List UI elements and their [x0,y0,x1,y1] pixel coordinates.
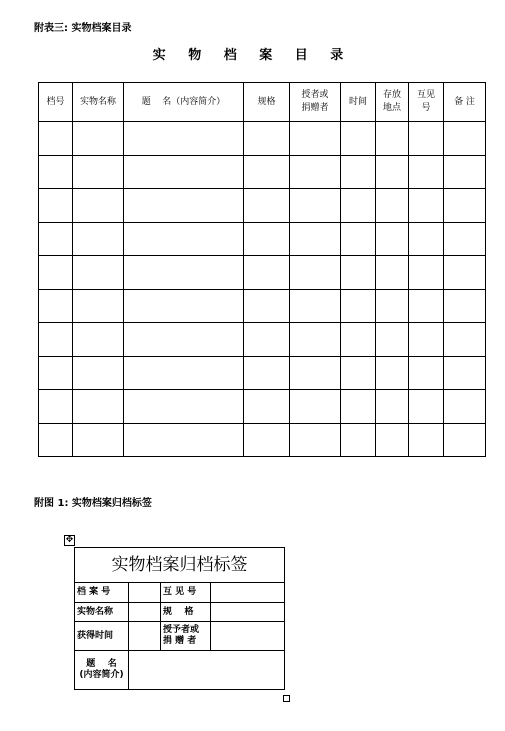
catalog-row [39,256,486,290]
catalog-cell[interactable] [409,155,444,189]
catalog-cell[interactable] [409,390,444,424]
catalog-cell[interactable] [409,423,444,457]
catalog-cell[interactable] [39,423,73,457]
header-object-name: 实物名称 [73,83,124,122]
label-title: 实物档案归档标签 [75,548,285,583]
catalog-cell[interactable] [39,189,73,223]
catalog-cell[interactable] [73,289,124,323]
catalog-cell[interactable] [39,323,73,357]
catalog-cell[interactable] [39,356,73,390]
catalog-cell[interactable] [73,222,124,256]
catalog-cell[interactable] [376,323,409,357]
label-summary-value[interactable] [129,651,285,690]
catalog-cell[interactable] [39,122,73,156]
header-donor: 授者或 捐赠者 [290,83,341,122]
catalog-cell[interactable] [124,189,244,223]
catalog-cell[interactable] [73,356,124,390]
header-storage-location: 存放 地点 [376,83,409,122]
catalog-cell[interactable] [124,222,244,256]
catalog-cell[interactable] [444,323,486,357]
catalog-cell[interactable] [409,122,444,156]
catalog-row [39,289,486,323]
catalog-cell[interactable] [444,122,486,156]
catalog-cell[interactable] [244,323,290,357]
catalog-cell[interactable] [290,390,341,424]
catalog-cell[interactable] [409,256,444,290]
catalog-cell[interactable] [341,155,376,189]
catalog-cell[interactable] [290,356,341,390]
header-remarks: 备 注 [444,83,486,122]
catalog-row [39,356,486,390]
catalog-cell[interactable] [39,289,73,323]
catalog-title: 实 物 档 案 目 录 [152,48,353,63]
catalog-cell[interactable] [444,356,486,390]
label-donor-value[interactable] [211,622,285,651]
appendix-label: 附表三: 实物档案目录 [34,23,132,34]
catalog-row [39,122,486,156]
catalog-cell[interactable] [73,189,124,223]
catalog-cell[interactable] [73,122,124,156]
catalog-cell[interactable] [409,289,444,323]
catalog-cell[interactable] [39,222,73,256]
catalog-cell[interactable] [290,189,341,223]
catalog-cell[interactable] [341,423,376,457]
catalog-cell[interactable] [244,155,290,189]
catalog-cell[interactable] [409,323,444,357]
catalog-cell[interactable] [244,289,290,323]
catalog-cell[interactable] [73,155,124,189]
catalog-cell[interactable] [341,122,376,156]
catalog-cell[interactable] [124,289,244,323]
catalog-cell[interactable] [376,256,409,290]
label-specification-value[interactable] [211,603,285,622]
catalog-cell[interactable] [290,289,341,323]
catalog-cell[interactable] [444,289,486,323]
catalog-cell[interactable] [124,356,244,390]
catalog-cell[interactable] [444,423,486,457]
catalog-cell[interactable] [124,155,244,189]
label-object-name-value[interactable] [129,603,161,622]
header-specification: 规格 [244,83,290,122]
catalog-row [39,155,486,189]
header-time: 时间 [341,83,376,122]
catalog-cell[interactable] [444,222,486,256]
catalog-cell[interactable] [73,423,124,457]
catalog-cell[interactable] [341,356,376,390]
label-cross-reference: 互 见 号 [161,583,211,603]
catalog-cell[interactable] [341,222,376,256]
catalog-cell[interactable] [444,256,486,290]
catalog-cell[interactable] [409,356,444,390]
catalog-cell[interactable] [290,323,341,357]
label-cross-reference-value[interactable] [211,583,285,603]
catalog-cell[interactable] [244,189,290,223]
catalog-cell[interactable] [73,256,124,290]
catalog-cell[interactable] [376,189,409,223]
catalog-cell[interactable] [73,390,124,424]
catalog-cell[interactable] [244,356,290,390]
label-acquired-time-value[interactable] [129,622,161,651]
catalog-cell[interactable] [444,155,486,189]
catalog-cell[interactable] [341,189,376,223]
catalog-cell[interactable] [376,390,409,424]
label-specification: 规 格 [161,603,211,622]
catalog-row [39,323,486,357]
header-cross-reference: 互见 号 [409,83,444,122]
catalog-cell[interactable] [39,256,73,290]
label-archive-number: 档 案 号 [75,583,129,603]
catalog-cell[interactable] [244,390,290,424]
label-object-name: 实物名称 [75,603,129,622]
move-icon[interactable]: ✥ [65,535,74,545]
catalog-cell[interactable] [341,289,376,323]
catalog-cell[interactable] [39,155,73,189]
catalog-cell[interactable] [290,222,341,256]
header-title-summary: 题 名（内容简介） [124,83,244,122]
catalog-header-row [39,83,486,122]
catalog-cell[interactable] [124,423,244,457]
catalog-cell[interactable] [244,122,290,156]
catalog-cell[interactable] [290,256,341,290]
catalog-cell[interactable] [290,155,341,189]
catalog-cell[interactable] [341,256,376,290]
catalog-row [39,189,486,223]
catalog-cell[interactable] [376,155,409,189]
figure-label: 附图 1: 实物档案归档标签 [34,498,152,509]
catalog-cell[interactable] [73,323,124,357]
label-archive-number-value[interactable] [129,583,161,603]
catalog-cell[interactable] [341,323,376,357]
label-donor: 授予者或 捐 赠 者 [161,622,211,651]
catalog-cell[interactable] [376,222,409,256]
catalog-cell[interactable] [124,122,244,156]
catalog-row [39,390,486,424]
archive-label-table [74,547,285,690]
catalog-cell[interactable] [244,222,290,256]
resize-handle[interactable] [283,695,290,702]
catalog-row [39,222,486,256]
catalog-cell[interactable] [409,222,444,256]
catalog-cell[interactable] [341,390,376,424]
catalog-cell[interactable] [244,423,290,457]
catalog-cell[interactable] [444,390,486,424]
catalog-cell[interactable] [290,423,341,457]
catalog-cell[interactable] [124,256,244,290]
catalog-cell[interactable] [376,356,409,390]
catalog-cell[interactable] [409,189,444,223]
catalog-cell[interactable] [39,390,73,424]
catalog-cell[interactable] [444,189,486,223]
catalog-cell[interactable] [376,423,409,457]
catalog-cell[interactable] [124,390,244,424]
catalog-cell[interactable] [376,122,409,156]
catalog-cell[interactable] [244,256,290,290]
label-summary: 题 名 (内容简介) [75,651,129,690]
catalog-cell[interactable] [290,122,341,156]
label-acquired-time: 获得时间 [75,622,129,651]
catalog-cell[interactable] [124,323,244,357]
catalog-row [39,423,486,457]
catalog-cell[interactable] [376,289,409,323]
catalog-table [38,82,486,457]
header-file-number: 档号 [39,83,73,122]
